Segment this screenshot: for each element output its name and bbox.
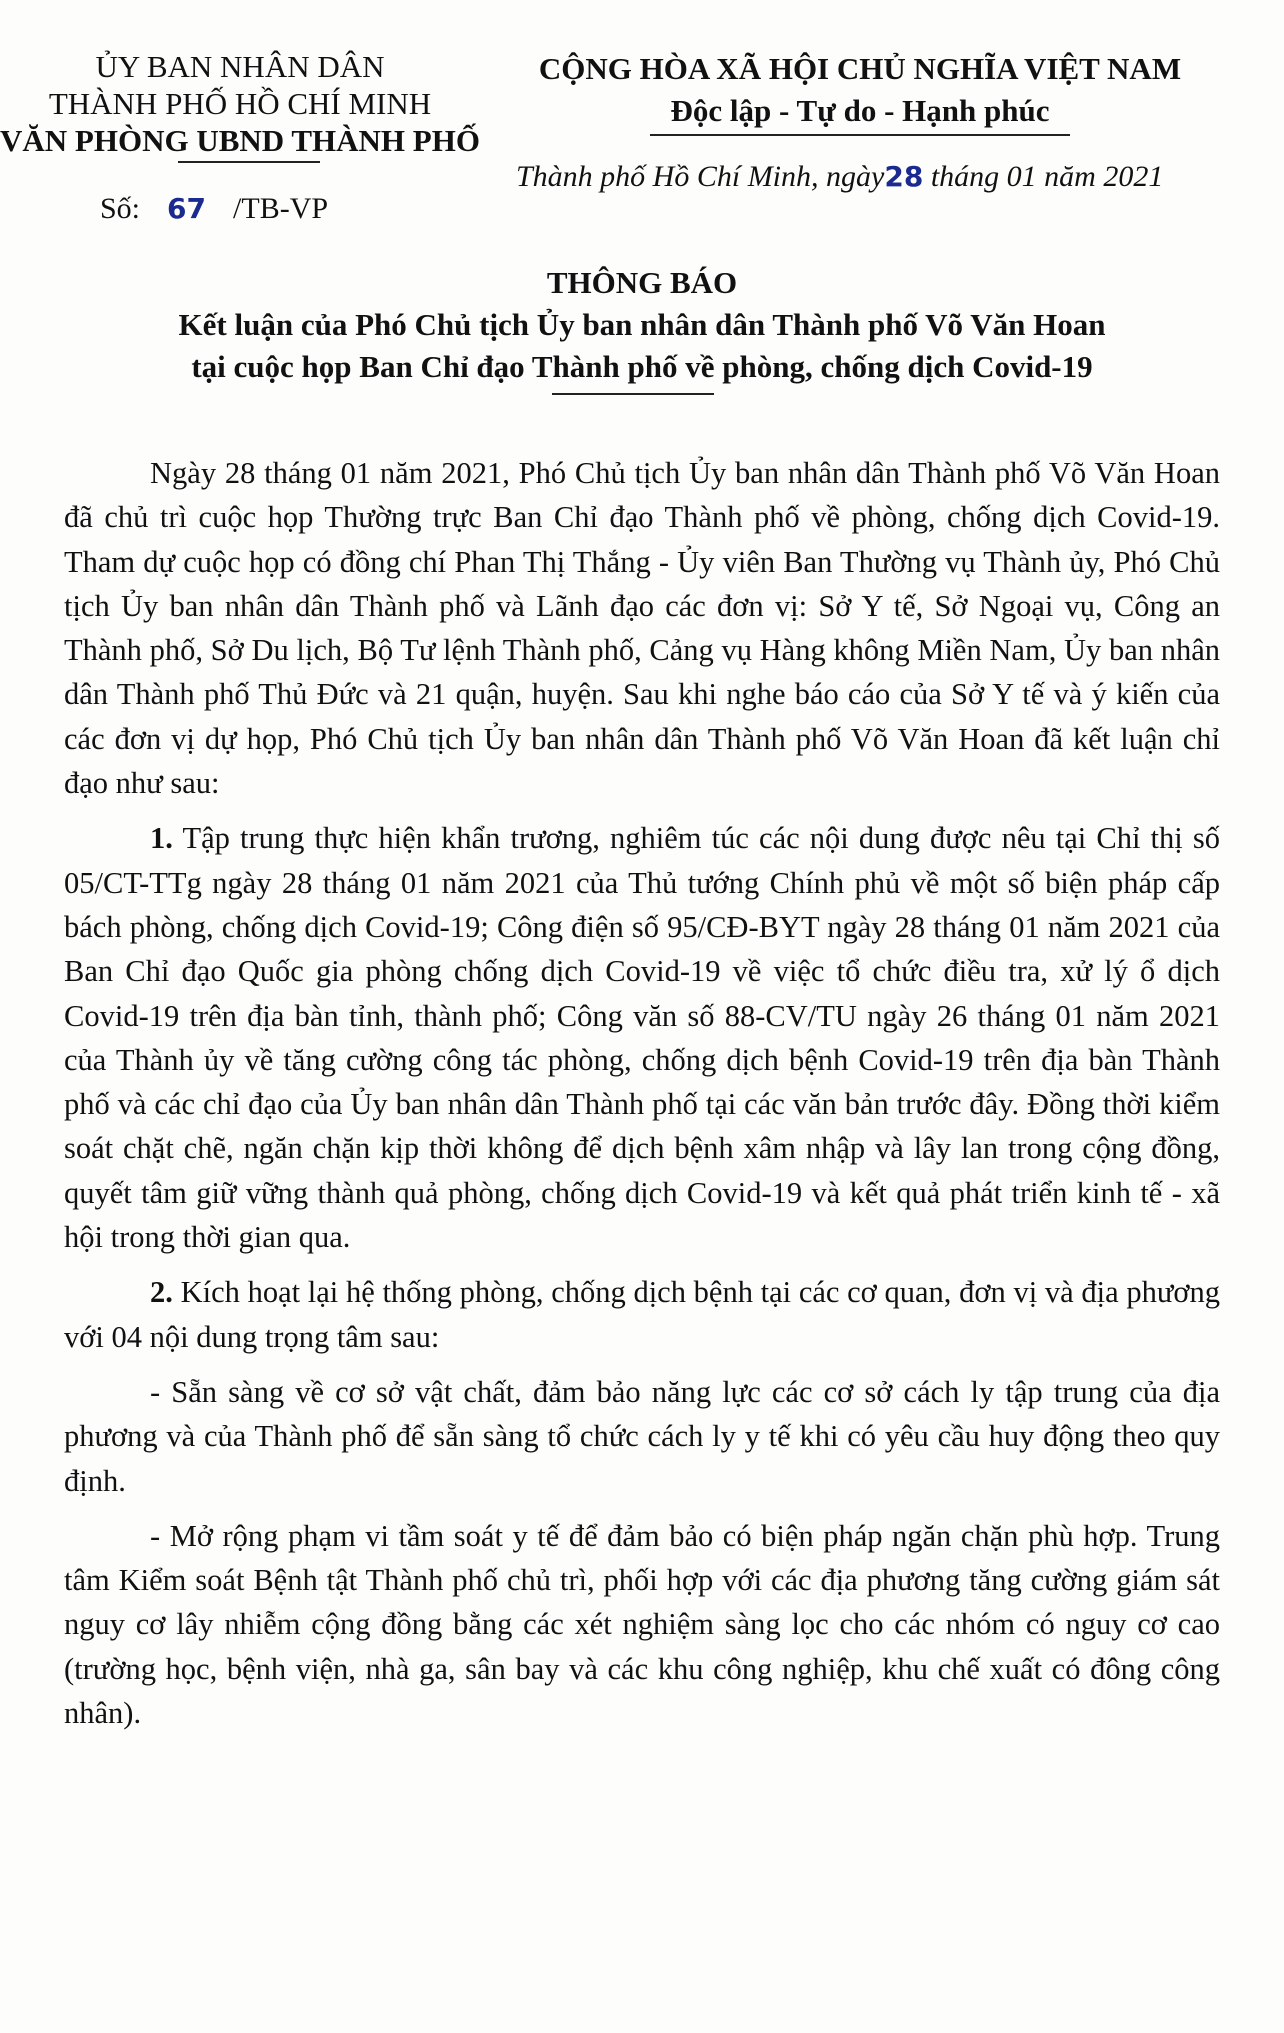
number-prefix: Số: xyxy=(100,192,141,225)
document-title xyxy=(0,262,1284,388)
number-value: 67 xyxy=(167,192,207,225)
item-2-number: 2. xyxy=(150,1275,173,1310)
intro-paragraph: Ngày 28 tháng 01 năm 2021, Phó Chủ tịch Ủy ban nhân dân Thành phố Võ Văn Hoan đã chủ trì cuộc họp Thường trực Ban Chỉ đạo Thành phố về phòng, chống dịch Covid-19. Tham dự cuộc họp có đồng chí Phan Thị Thắng - Ủy viên Ban Thường vụ Thành ủy, Phó Chủ tịch Ủy ban nhân dân Thành phố và Lãnh đạo các đơn vị: Sở Y tế, Sở Ngoại vụ, Công an Thành phố, Sở Du lịch, Bộ Tư lệnh Thành phố, Cảng vụ Hàng không Miền Nam, Ủy ban nhân dân Thành phố Thủ Đức và 21 quận, huyện. Sau khi nghe báo cáo của Sở Y tế và ý kiến của các đơn vị dự họp, Phó Chủ tịch Ủy ban nhân dân Thành phố Võ Văn Hoan đã kết luận chỉ đạo như sau: xyxy=(64,456,1220,801)
title-heading: THÔNG BÁO xyxy=(546,265,738,300)
date-day: 28 xyxy=(884,160,924,193)
title-underline xyxy=(552,393,714,395)
date-prefix: Thành phố Hồ Chí Minh, ngày xyxy=(516,160,885,193)
agency-underline xyxy=(178,161,320,163)
title-subtitle-2: tại cuộc họp Ban Chỉ đạo Thành phố về phòng, chống dịch Covid-19 xyxy=(191,349,1093,384)
bullet-2-paragraph: - Mở rộng phạm vi tầm soát y tế để đảm bảo có biện pháp ngăn chặn phù hợp. Trung tâm Kiểm soát Bệnh tật Thành phố chủ trì, phối hợp với các địa phương tăng cường giám sát nguy cơ lây nhiễm cộng đồng bằng các xét nghiệm sàng lọc cho các nhóm có nguy cơ cao (trường học, bệnh viện, nhà ga, sân bay và các khu công nghiệp, khu chế xuất có đông công nhân). xyxy=(64,1518,1220,1731)
national-motto: Độc lập - Tự do - Hạnh phúc xyxy=(670,93,1050,128)
issuing-agency-header xyxy=(0,48,480,159)
document-number xyxy=(100,192,328,226)
agency-line-3: VĂN PHÒNG UBND THÀNH PHỐ xyxy=(0,123,480,158)
date-suffix: tháng 01 năm 2021 xyxy=(930,160,1164,193)
bullet-1-paragraph: - Sẵn sàng về cơ sở vật chất, đảm bảo năng lực các cơ sở cách ly tập trung của địa phương và của Thành phố để sẵn sàng tổ chức cách ly y tế khi có yêu cầu huy động theo quy định. xyxy=(64,1374,1220,1498)
agency-line-2: THÀNH PHỐ HỒ CHÍ MINH xyxy=(48,86,432,121)
number-suffix: /TB-VP xyxy=(233,192,329,225)
item-2-paragraph xyxy=(64,1270,1220,1359)
item-1-paragraph xyxy=(64,816,1220,1259)
item-2-text: Kích hoạt lại hệ thống phòng, chống dịch bệnh tại các cơ quan, đơn vị và địa phương với 04 nội dung trọng tâm sau: xyxy=(64,1275,1220,1354)
motto-underline xyxy=(650,134,1070,136)
national-motto-header xyxy=(500,48,1220,132)
national-name: CỘNG HÒA XÃ HỘI CHỦ NGHĨA VIỆT NAM xyxy=(538,51,1182,86)
item-1-number: 1. xyxy=(150,821,173,856)
item-1-text: Tập trung thực hiện khẩn trương, nghiêm túc các nội dung được nêu tại Chỉ thị số 05/CT-TTg ngày 28 tháng 01 năm 2021 của Thủ tướng Chính phủ về một số biện pháp cấp bách phòng, chống dịch Covid-19; Công điện số 95/CĐ-BYT ngày 28 tháng 01 năm 2021 của Ban Chỉ đạo Quốc gia phòng chống dịch Covid-19 về việc tổ chức điều tra, xử lý ổ dịch Covid-19 trên địa bàn tỉnh, thành phố; Công văn số 88-CV/TU ngày 26 tháng 01 năm 2021 của Thành ủy về tăng cường công tác phòng, chống dịch bệnh Covid-19 trên địa bàn Thành phố và các chỉ đạo của Ủy ban nhân dân Thành phố tại các văn bản trước đây. Đồng thời kiểm soát chặt chẽ, ngăn chặn kịp thời không để dịch bệnh xâm nhập và lây lan trong cộng đồng, quyết tâm giữ vững thành quả phòng, chống dịch Covid-19 và kết quả phát triển kinh tế - xã hội trong thời gian qua. xyxy=(64,821,1220,1255)
document-date xyxy=(516,160,1163,194)
document-body xyxy=(64,451,1220,1746)
agency-line-1: ỦY BAN NHÂN DÂN xyxy=(95,49,385,84)
title-subtitle-1: Kết luận của Phó Chủ tịch Ủy ban nhân dân Thành phố Võ Văn Hoan xyxy=(178,307,1106,342)
